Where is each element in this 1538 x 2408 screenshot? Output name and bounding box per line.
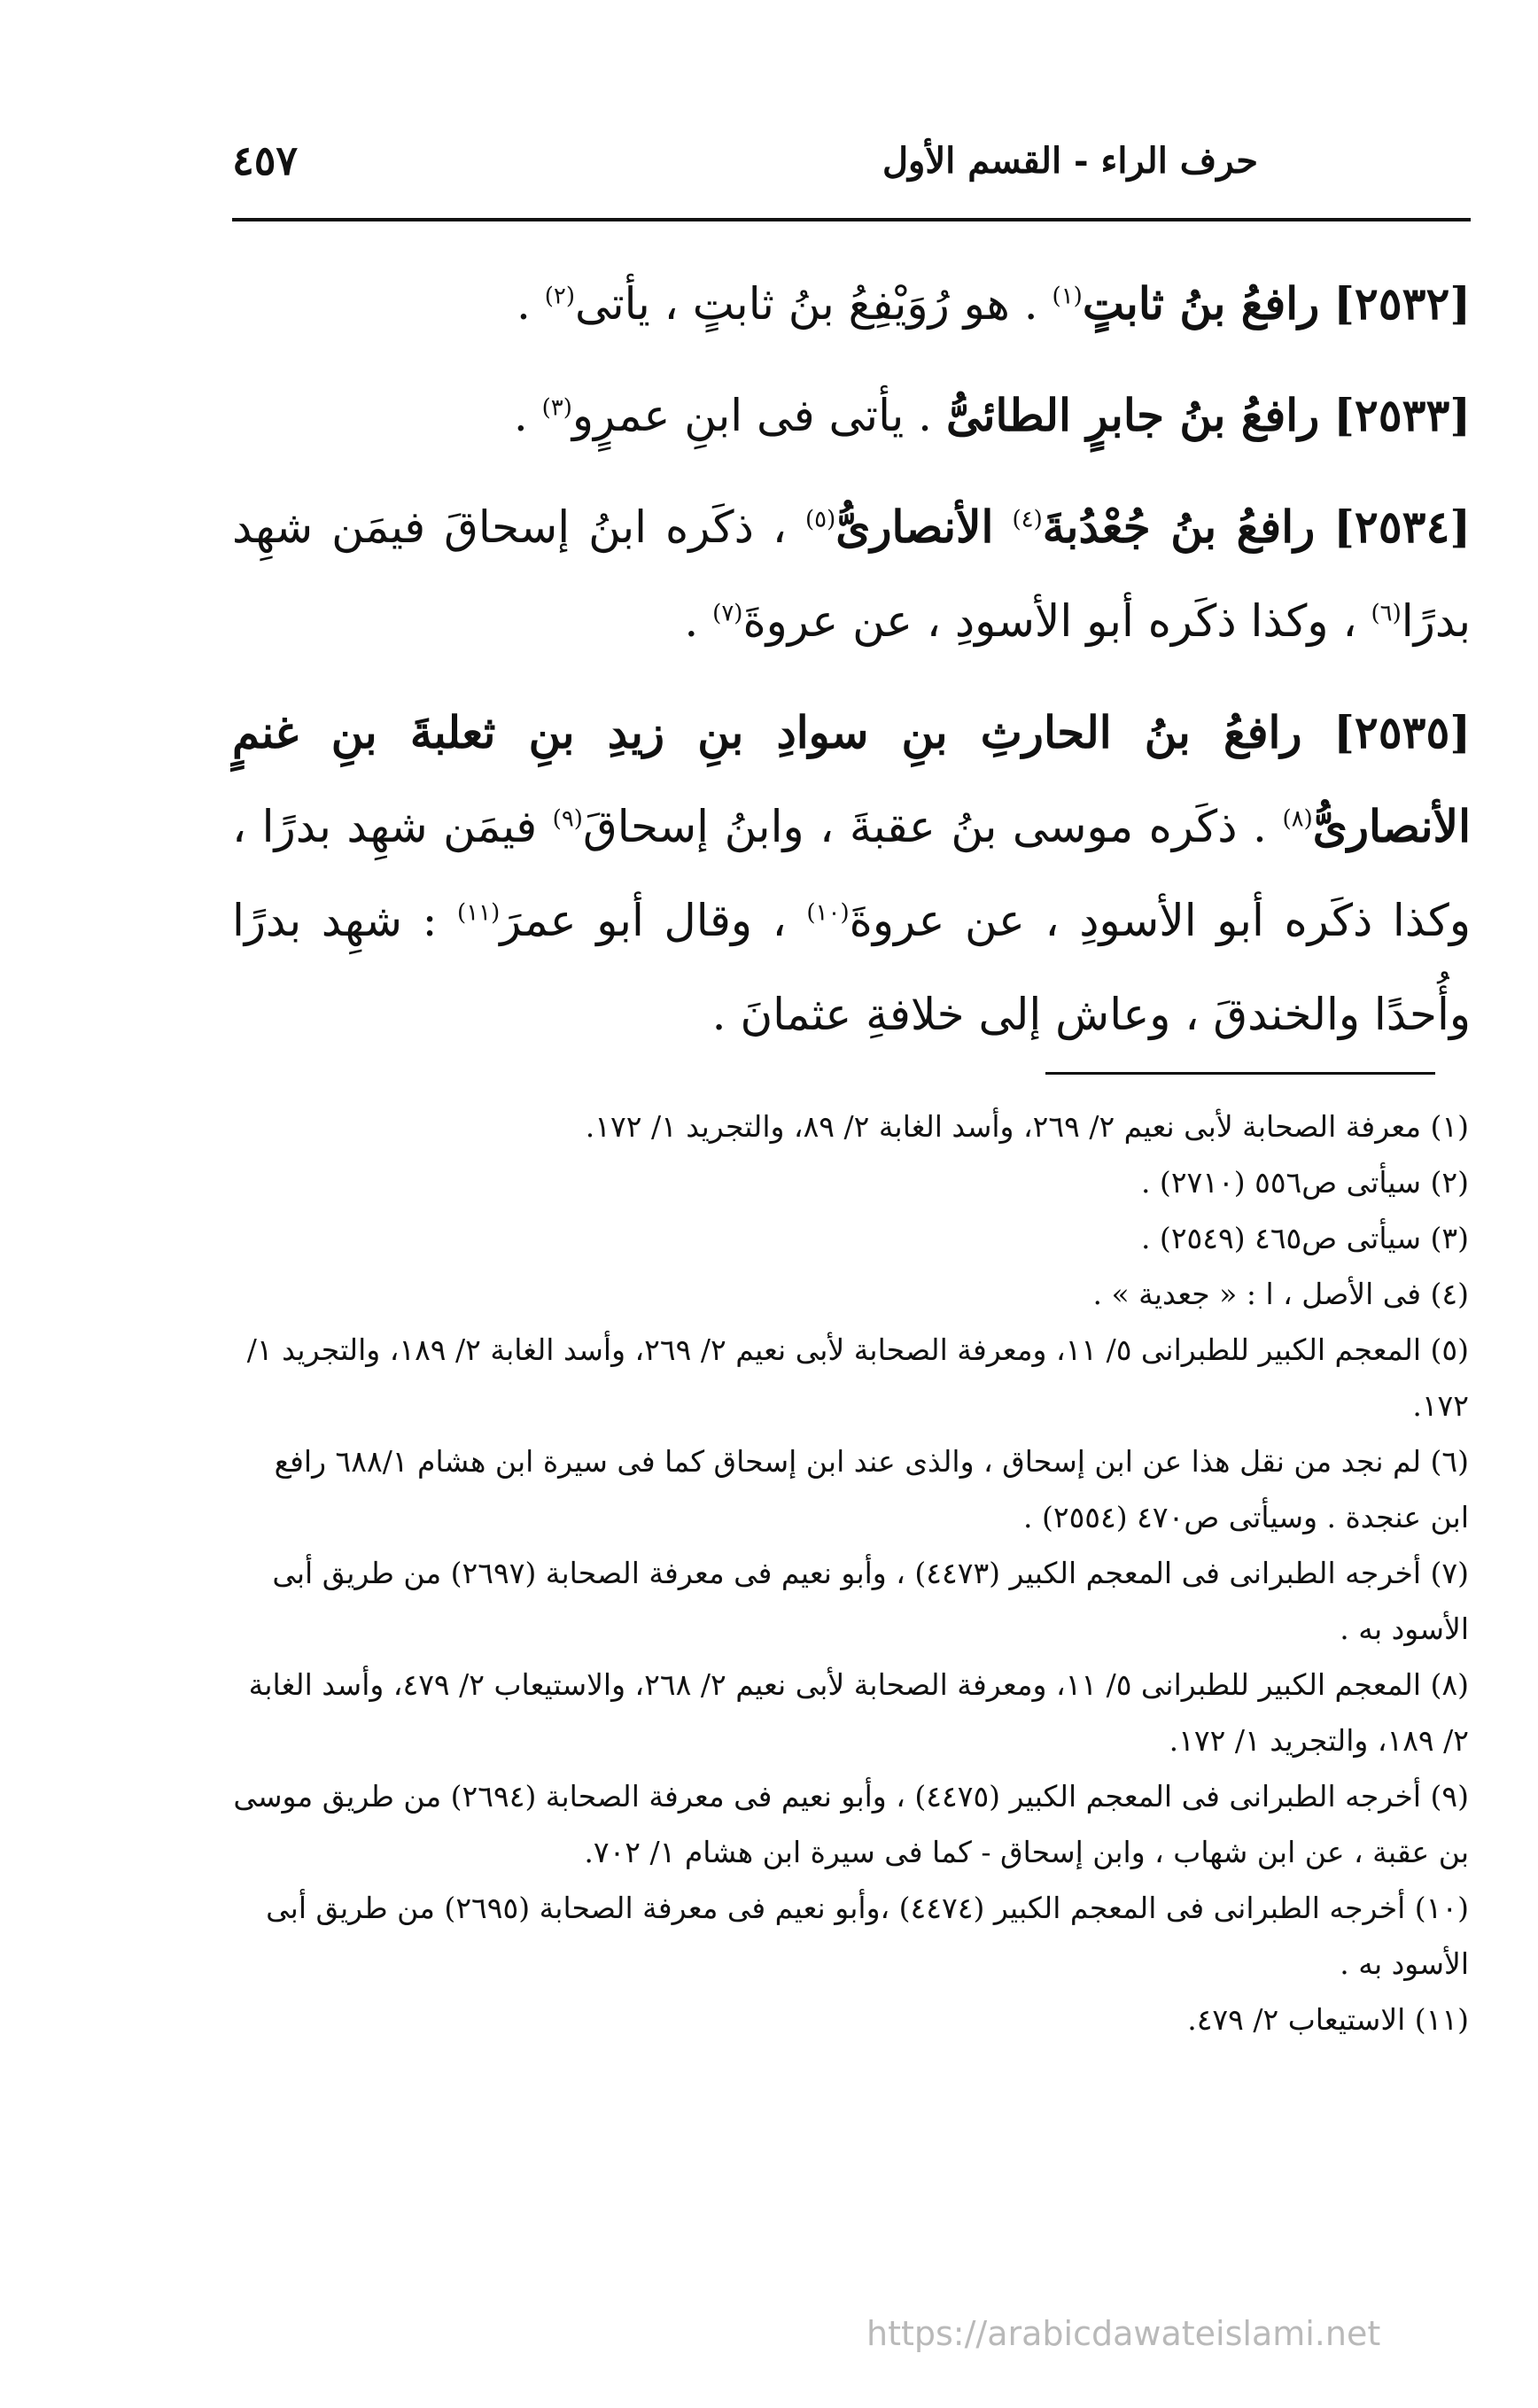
footnote: (١٠) أخرجه الطبرانى فى المعجم الكبير (٤٤٧٤) ،وأبو نعيم فى معرفة الصحابة (٢٦٩٥) من طريق أبى الأسود به .: [266, 1891, 1469, 1981]
footnote-ref: (٢): [544, 283, 576, 310]
entry-text: ، وكذا ذكَره أبو الأسودِ ، عن عروةَ: [742, 595, 1357, 647]
footnote-rule: [1045, 1072, 1435, 1075]
entry-text: . هو رُوَيْفِعُ بنُ ثابتٍ ، يأتى: [575, 278, 1038, 330]
footnote-ref: (١١): [457, 899, 501, 927]
footnote-ref: (٦): [1371, 600, 1402, 627]
footnote: (٨) المعجم الكبير للطبرانى ٥/ ١١، ومعرفة الصحابة لأبى نعيم ٢/ ٢٦٨، والاستيعاب ٢/ ٤٧٩، وأسد الغابة ٢/ ١٨٩، والتجريد ١/ ١٧٢.: [248, 1667, 1469, 1758]
entry-text: . يأتى فى ابنِ عمرٍو: [571, 390, 933, 441]
entry-end: .: [684, 595, 699, 647]
entry-name: رافعُ بنُ جابرٍ الطائىُّ: [945, 389, 1320, 441]
running-head: حرف الراء - القسم الأول: [882, 140, 1258, 182]
footnotes: [232, 1099, 1471, 2047]
entry-2534: [232, 480, 1471, 668]
footnote: (٢) سيأتى ص٥٥٦ (٢٧١٠) .: [1140, 1165, 1469, 1200]
footnote: (٩) أخرجه الطبرانى فى المعجم الكبير (٤٤٧٥) ، وأبو نعيم فى معرفة الصحابة (٢٦٩٤) من طريق موسى بن عقبة ، عن ابن شهاب ، وابن إسحاق - كما فى سيرة ابن هشام ١/ ٧٠٢.: [233, 1779, 1469, 1869]
footnote-ref: (٩): [552, 805, 583, 833]
footnote: (٤) فى الأصل ، ا : « جعدية » .: [1092, 1277, 1469, 1311]
footnote-ref: (٥): [804, 506, 836, 533]
entry-text: فيمَن شهِد بدرًا ، وكذا ذكَره أبو الأسودِ ، عن عروةَ: [232, 801, 1471, 946]
entry-name-nisba: الأنصارىُّ: [835, 501, 994, 553]
entry-text: . ذكَره موسى بنُ عقبةَ ، وابنُ إسحاقَ: [582, 801, 1267, 852]
footnote: (١١) الاستيعاب ٢/ ٤٧٩.: [1187, 2002, 1469, 2037]
entry-number: [٢٥٣٣]: [1333, 389, 1471, 441]
entry-text: ، ذكَره ابنُ إسحاقَ فيمَن شهِد بدرًا: [232, 501, 1471, 647]
page-header: [232, 135, 1471, 206]
entry-number: [٢٥٣٥]: [1333, 706, 1471, 758]
footnote-ref: (١٠): [806, 899, 850, 927]
entry-2532: [232, 257, 1471, 351]
watermark: https://arabicdawateislami.net: [866, 2314, 1381, 2353]
entry-2533: [232, 369, 1471, 462]
entry-2535: [232, 686, 1471, 1061]
entries: [232, 257, 1471, 1079]
entry-end: .: [516, 278, 531, 330]
footnote: (٦) لم نجد من نقل هذا عن ابن إسحاق ، والذى عند ابن إسحاق كما فى سيرة ابن هشام ٦٨٨/١ رافع ابن عنجدة . وسيأتى ص٤٧٠ (٢٥٥٤) .: [274, 1444, 1469, 1534]
footnote-ref: (٧): [712, 600, 743, 627]
footnote-ref: (١): [1052, 283, 1083, 310]
footnote: (٥) المعجم الكبير للطبرانى ٥/ ١١، ومعرفة الصحابة لأبى نعيم ٢/ ٢٦٩، وأسد الغابة ٢/ ١٨٩، والتجريد ١/ ١٧٢.: [246, 1332, 1469, 1423]
entry-number: [٢٥٣٤]: [1333, 501, 1471, 553]
page-number: ٤٥٧: [232, 136, 299, 184]
entry-text: ، وقال أبو عمرَ: [500, 895, 787, 946]
entry-number: [٢٥٣٢]: [1333, 277, 1471, 330]
footnote: (٣) سيأتى ص٤٦٥ (٢٥٤٩) .: [1140, 1221, 1469, 1255]
entry-end: .: [513, 390, 528, 441]
footnote: (١) معرفة الصحابة لأبى نعيم ٢/ ٢٦٩، وأسد الغابة ٢/ ٨٩، والتجريد ١/ ١٧٢.: [585, 1109, 1469, 1144]
header-rule: [232, 218, 1471, 221]
entry-name: رافعُ بنُ جُعْدُبةَ: [1042, 501, 1316, 553]
footnote-ref: (٨): [1282, 805, 1313, 833]
entry-name: رافعُ بنُ ثابتٍ: [1082, 277, 1320, 330]
entry-name: رافعُ بنُ الحارثِ بنِ سوادِ بنِ زيدِ بنِ ثعلبةَ بنِ غنمٍ الأنصارىُّ: [232, 706, 1471, 852]
footnote: (٧) أخرجه الطبرانى فى المعجم الكبير (٤٤٧٣) ، وأبو نعيم فى معرفة الصحابة (٢٦٩٧) من طريق أبى الأسود به .: [272, 1556, 1469, 1646]
entry-text: : شهِد بدرًا وأُحدًا والخندقَ ، وعاش إلى خلافةِ عثمانَ .: [232, 895, 1471, 1040]
footnote-ref: (٣): [541, 394, 572, 422]
footnote-ref: (٤): [1012, 506, 1043, 533]
